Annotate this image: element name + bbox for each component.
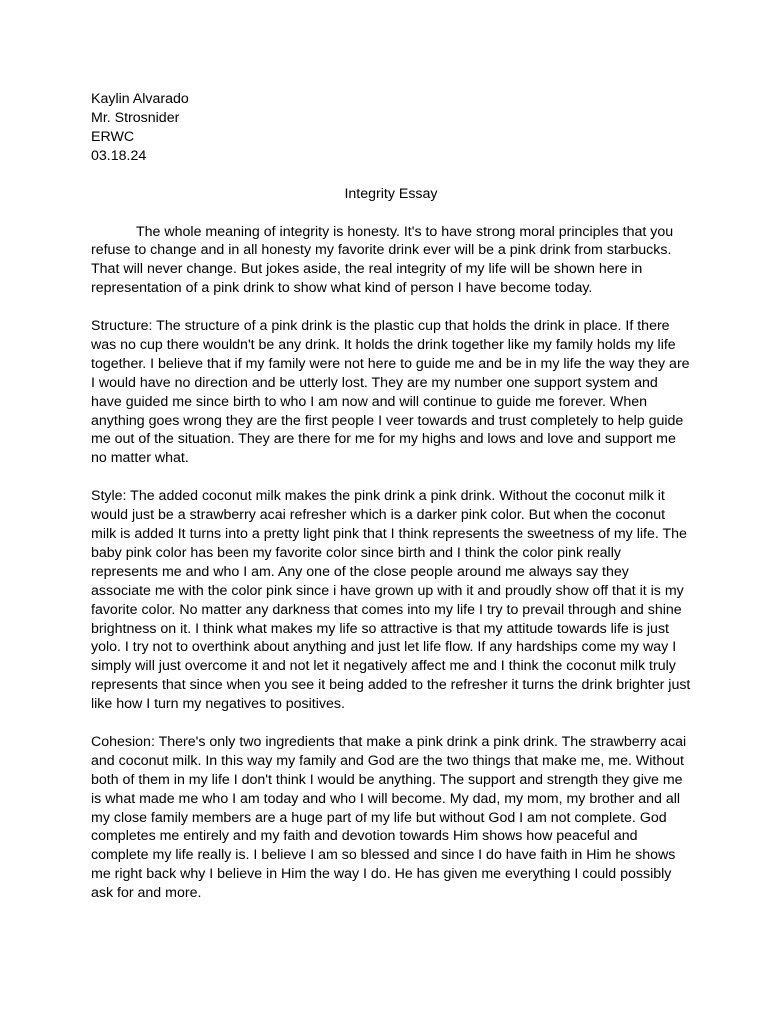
style-paragraph: Style: The added coconut milk makes the pink drink a pink drink. Without the coconut milk it would just be a strawberry acai refresher which is a darker pink color. But when the coconut milk is added It turns into a pretty light pink that I think represents the sweetness of my life. The baby pink color has been my favorite color since birth and I think the color pink really represents me and who I am. Any one of the close people around me always say they associate me with the color pink since i have grown up with it and proudly show off that it is my favorite color. No matter any darkness that comes into my life I try to prevail through and shine brightness on it. I think what makes my life so attractive is that my attitude towards life is just yolo. I try not to overthink about anything and just let life flow. If any hardships come my way I simply will just overcome it and not let it negatively affect me and I think the coconut milk truly represents that since when you see it being added to the refresher it turns the drink brighter just like how I turn my negatives to positives.	[91, 488, 691, 713]
student-name: Kaylin Alvarado	[91, 91, 189, 107]
teacher-name: Mr. Strosnider	[91, 109, 180, 126]
essay-page	[91, 90, 691, 922]
cohesion-paragraph: Cohesion: There's only two ingredients that make a pink drink a pink drink. The strawberry acai and coconut milk. In this way my family and God are the two things that make me, me. Without both of them in my life I don't think I would be anything. The support and strength they give me is what made me who I am today and who I will become. My dad, my mom, my brother and all my close family members are a huge part of my life but without God I am not complete. God completes me entirely and my faith and devotion towards Him shows how peaceful and complete my life really is. I believe I am so blessed and since I do have faith in Him he shows me right back why I believe in Him the way I do. He has given me everything I could possibly ask for and more.	[91, 733, 687, 902]
course-name: ERWC	[91, 128, 135, 145]
structure-paragraph: Structure: The structure of a pink drink is the plastic cup that holds the drink in place. If there was no cup there wouldn't be any drink. It holds the drink together like my family holds my life together. I believe that if my family were not here to guide me and be in my life the way they are I would have no direction and be utterly lost. They are my number one support system and have guided me since birth to who I am now and will continue to guide me forever. When anything goes wrong they are the first people I veer towards and trust completely to help guide me out of the situation. They are there for me for my highs and lows and love and support me no matter what.	[91, 318, 690, 467]
essay-date: 03.18.24	[91, 147, 147, 164]
essay-title: Integrity Essay	[344, 185, 438, 202]
intro-paragraph: The whole meaning of integrity is honesty. It's to have strong moral principles that you refuse to change and in all honesty my favorite drink ever will be a pink drink from starbucks. That will never change. But jokes aside, the real integrity of my life will be shown here in representation of a pink drink to show what kind of person I have become today.	[91, 223, 674, 297]
